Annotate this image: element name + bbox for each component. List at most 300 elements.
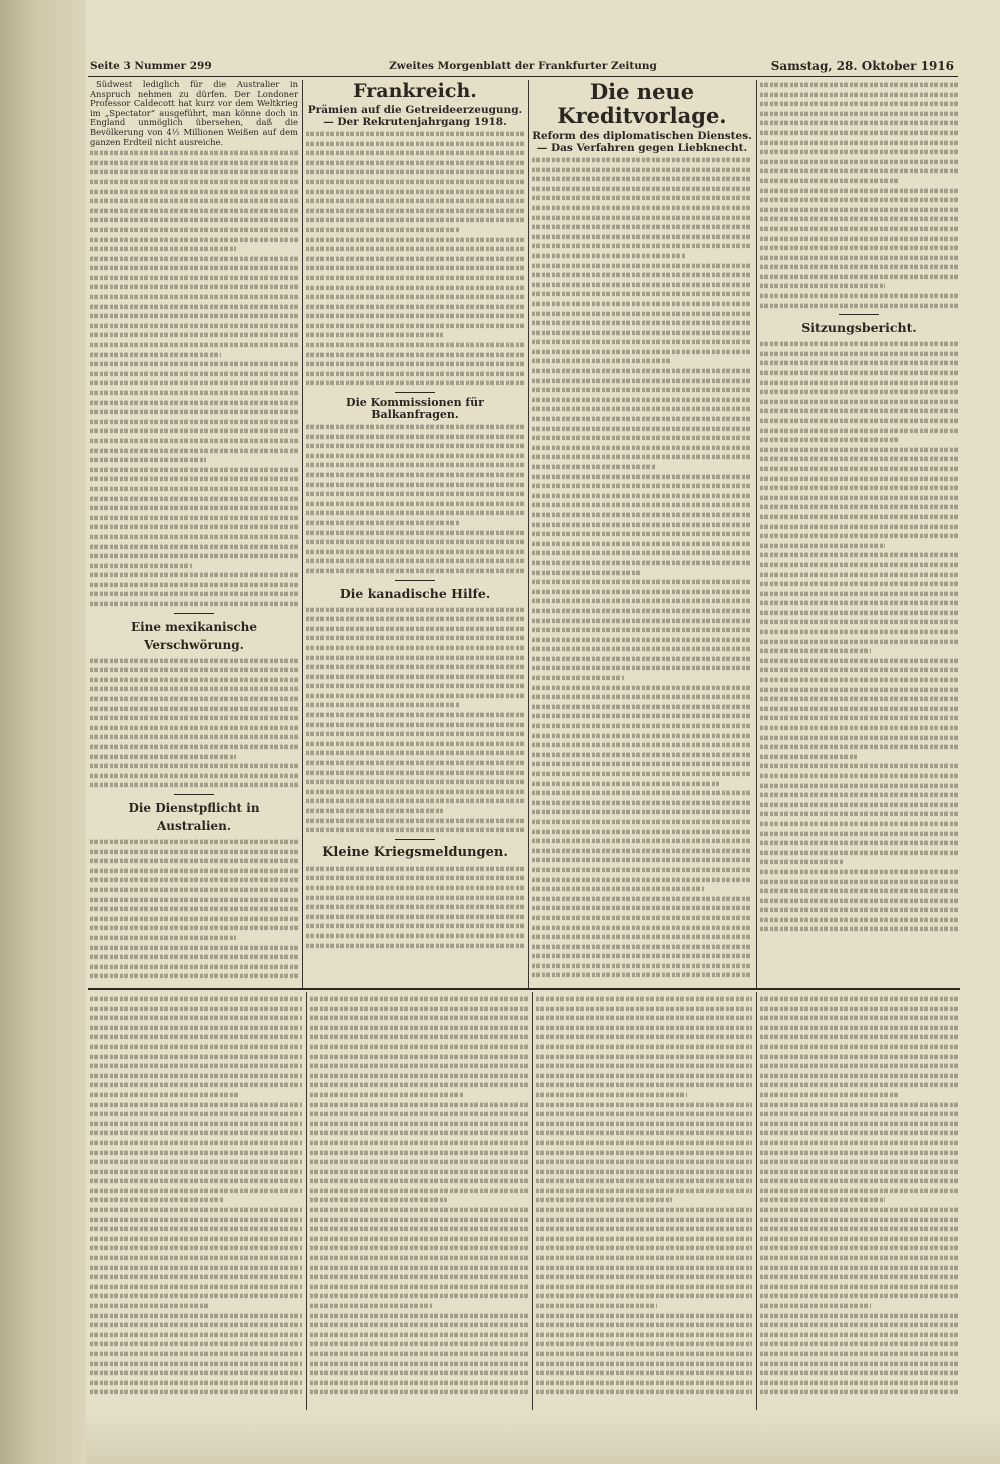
text-line <box>90 773 298 777</box>
text-line <box>536 1150 752 1154</box>
text-line <box>90 208 298 212</box>
text-line <box>306 924 524 928</box>
text-line <box>306 208 524 212</box>
text-line <box>310 1275 528 1279</box>
text-line <box>90 783 298 787</box>
text-line <box>306 636 524 640</box>
text-line <box>760 342 958 346</box>
text-line <box>536 1217 752 1221</box>
text-line <box>532 743 752 747</box>
text-line <box>760 898 958 902</box>
text-line <box>760 1169 958 1173</box>
column-1 <box>90 80 298 984</box>
text-line <box>760 1083 958 1087</box>
text-line <box>306 333 443 337</box>
text-line <box>760 1150 958 1154</box>
text-line <box>306 362 524 366</box>
text-line <box>306 170 524 174</box>
text-line <box>306 866 524 870</box>
text-line <box>306 828 524 832</box>
text-line <box>536 1265 752 1269</box>
text-line <box>310 1160 528 1164</box>
text-line <box>90 1236 302 1240</box>
text-line <box>90 323 298 327</box>
text-line <box>306 732 524 736</box>
feuilleton-text-block <box>760 994 958 1397</box>
text-line <box>310 1006 528 1010</box>
text-line <box>532 772 752 776</box>
text-line <box>532 752 752 756</box>
text-line <box>536 1390 752 1394</box>
text-line <box>90 352 221 356</box>
text-line <box>90 458 206 462</box>
text-line <box>760 793 958 797</box>
text-line <box>90 1093 238 1097</box>
text-line <box>760 1294 958 1298</box>
text-line <box>760 764 958 768</box>
text-line <box>306 276 524 280</box>
text-line <box>536 1112 752 1116</box>
text-line <box>306 809 443 813</box>
text-line <box>532 589 752 593</box>
text-line <box>90 515 298 519</box>
text-line <box>90 1294 302 1298</box>
text-line <box>90 840 298 844</box>
text-line <box>532 455 752 459</box>
column-rule <box>532 992 533 1410</box>
text-line <box>310 1150 528 1154</box>
column-rule <box>528 80 529 988</box>
text-line <box>532 206 752 210</box>
text-line <box>306 237 524 241</box>
text-line <box>760 1054 958 1058</box>
text-line <box>90 1284 302 1288</box>
text-line <box>760 390 958 394</box>
text-line <box>760 1189 958 1193</box>
text-line <box>90 218 298 222</box>
text-line <box>760 275 958 279</box>
text-line <box>306 352 524 356</box>
text-line <box>306 180 524 184</box>
text-line <box>536 1361 752 1365</box>
text-line <box>306 453 524 457</box>
text-line <box>310 1371 528 1375</box>
text-line <box>760 1323 958 1327</box>
text-line <box>760 1198 885 1202</box>
text-line <box>536 1064 752 1068</box>
text-line <box>532 186 752 190</box>
text-line <box>306 304 524 308</box>
text-line <box>532 417 752 421</box>
text-line <box>310 1121 528 1125</box>
feuilleton-text-block <box>310 994 528 1397</box>
text-line <box>306 482 524 486</box>
text-line <box>532 839 752 843</box>
text-line <box>532 561 752 565</box>
text-line <box>306 655 524 659</box>
text-line <box>306 770 524 774</box>
text-line <box>760 1352 958 1356</box>
text-line <box>306 530 524 534</box>
text-line <box>532 925 752 929</box>
text-line <box>536 1371 752 1375</box>
text-line <box>760 217 958 221</box>
text-line <box>90 1179 302 1183</box>
text-line <box>760 83 958 87</box>
text-line <box>532 714 752 718</box>
text-line <box>90 544 298 548</box>
text-line <box>532 800 752 804</box>
text-line <box>532 618 752 622</box>
text-line <box>306 218 524 222</box>
text-line <box>760 534 958 538</box>
text-line <box>306 559 524 563</box>
text-line <box>306 751 524 755</box>
text-line <box>760 716 958 720</box>
text-line <box>310 1294 528 1298</box>
column-rule <box>756 80 757 988</box>
text-line <box>532 762 752 766</box>
text-line <box>90 859 298 863</box>
text-line <box>90 467 298 471</box>
text-line <box>90 295 298 299</box>
text-line <box>90 1380 302 1384</box>
text-line <box>90 725 298 729</box>
text-line <box>760 1246 958 1250</box>
text-line <box>90 697 298 701</box>
text-line <box>310 1025 528 1029</box>
text-line <box>760 658 958 662</box>
text-line <box>760 227 958 231</box>
text-line <box>536 1284 752 1288</box>
text-line <box>760 611 958 615</box>
text-line <box>760 745 958 749</box>
text-line <box>306 895 524 899</box>
text-line <box>90 1112 302 1116</box>
text-line <box>532 704 752 708</box>
text-line <box>90 754 236 758</box>
text-line <box>760 380 958 384</box>
feuilleton-text-block <box>536 994 752 1397</box>
text-line <box>536 1141 752 1145</box>
text-line <box>532 503 752 507</box>
text-line <box>90 868 298 872</box>
divider <box>395 580 435 581</box>
text-line <box>532 484 752 488</box>
text-line <box>760 630 958 634</box>
text-line <box>760 169 958 173</box>
text-line <box>90 1371 302 1375</box>
header-page-number: Seite 3 Nummer 299 <box>90 60 212 72</box>
text-line <box>90 936 236 940</box>
text-line <box>760 1141 958 1145</box>
text-line <box>760 1390 958 1394</box>
text-line <box>760 1131 958 1135</box>
text-line <box>532 868 752 872</box>
text-line <box>90 1265 302 1269</box>
text-line <box>90 563 192 567</box>
text-line <box>760 361 958 365</box>
text-line <box>90 228 298 232</box>
text-line <box>760 726 958 730</box>
text-line <box>532 407 752 411</box>
text-line <box>536 1208 752 1212</box>
text-line <box>760 735 958 739</box>
text-line <box>760 841 958 845</box>
text-line <box>90 602 298 606</box>
text-line <box>306 713 524 717</box>
text-line <box>90 1160 302 1164</box>
text-line <box>306 780 524 784</box>
section-rule <box>530 988 756 990</box>
text-line <box>532 657 752 661</box>
column-rule <box>302 80 303 988</box>
text-line <box>760 918 958 922</box>
text-line <box>90 1208 302 1212</box>
text-line <box>310 1102 528 1106</box>
text-line <box>760 601 958 605</box>
text-line <box>532 436 752 440</box>
text-line <box>306 285 524 289</box>
text-line <box>532 609 752 613</box>
text-line <box>306 444 524 448</box>
page-header <box>88 58 958 77</box>
text-line <box>310 1332 528 1336</box>
column-1-text-block <box>90 148 298 609</box>
text-line <box>90 199 298 203</box>
column-1-lead: Südwest lediglich für die Australier in Anspruch nehmen zu dürfen. Der Londoner Professor Caldecott hat kurz vor dem Weltkrieg im „Spectator“ ausgeführt, man könne doch in England unmöglich übersehen, daß die Bevölkerung von 4½ Millionen Weißen auf dem ganzen Erdteil nicht ausreiche. <box>90 80 298 147</box>
column-1-text-block <box>90 656 298 790</box>
text-line <box>760 179 899 183</box>
text-line <box>90 926 298 930</box>
text-line <box>306 876 524 880</box>
text-line <box>760 697 958 701</box>
text-line <box>90 1342 302 1346</box>
text-line <box>90 189 298 193</box>
text-line <box>536 1073 752 1077</box>
text-line <box>90 400 298 404</box>
text-line <box>90 907 298 911</box>
text-line <box>90 1035 302 1039</box>
text-line <box>532 810 752 814</box>
text-line <box>760 668 958 672</box>
text-line <box>306 295 524 299</box>
text-line <box>760 1025 958 1029</box>
text-line <box>90 276 298 280</box>
text-line <box>306 646 524 650</box>
text-line <box>532 311 752 315</box>
text-line <box>536 1006 752 1010</box>
text-line <box>760 399 958 403</box>
text-line <box>760 515 958 519</box>
text-line <box>532 973 752 977</box>
text-line <box>760 1332 958 1336</box>
text-line <box>760 850 958 854</box>
text-line <box>760 582 958 586</box>
text-line <box>90 1045 302 1049</box>
text-line <box>90 716 298 720</box>
text-line <box>90 429 298 433</box>
text-line <box>90 583 298 587</box>
text-line <box>310 1246 528 1250</box>
text-line <box>760 1256 958 1260</box>
text-line <box>90 1150 302 1154</box>
text-line <box>760 822 958 826</box>
text-line <box>536 1131 752 1135</box>
text-line <box>90 1025 302 1029</box>
text-line <box>310 1054 528 1058</box>
text-line <box>760 1313 958 1317</box>
text-line <box>306 684 524 688</box>
page-bottom-shadow <box>86 1410 1000 1464</box>
text-line <box>310 1352 528 1356</box>
text-line <box>90 677 298 681</box>
text-line <box>310 1045 528 1049</box>
text-line <box>760 687 958 691</box>
text-line <box>90 1064 302 1068</box>
text-line <box>532 628 752 632</box>
text-line <box>532 158 752 162</box>
text-line <box>532 599 752 603</box>
text-line <box>532 378 752 382</box>
text-line <box>306 722 524 726</box>
text-line <box>306 371 524 375</box>
divider <box>839 314 879 315</box>
text-line <box>90 945 298 949</box>
text-line <box>760 351 958 355</box>
text-line <box>760 188 958 192</box>
text-line <box>310 1313 528 1317</box>
feuilleton-column-2 <box>310 994 528 1406</box>
article-subheading-credit-bill: Reform des diplomatischen Dienstes. — Das Verfahren gegen Liebknecht. <box>532 130 752 154</box>
text-line <box>90 592 298 596</box>
text-line <box>532 877 752 881</box>
text-line <box>90 266 298 270</box>
text-line <box>90 304 298 308</box>
text-line <box>90 735 298 739</box>
text-line <box>306 132 524 136</box>
text-line <box>90 1352 302 1356</box>
text-line <box>310 1236 528 1240</box>
text-line <box>532 302 752 306</box>
article-heading-canadian-aid: Die kanadische Hilfe. <box>339 585 491 601</box>
text-line <box>90 1227 302 1231</box>
text-line <box>536 1227 752 1231</box>
text-line <box>532 820 752 824</box>
text-line <box>90 439 298 443</box>
article-heading-war-reports: Kleine Kriegsmeldungen. <box>322 844 508 860</box>
text-line <box>760 1380 958 1384</box>
text-line <box>306 434 524 438</box>
text-line <box>90 419 298 423</box>
text-line <box>760 505 958 509</box>
text-line <box>532 964 752 968</box>
text-line <box>306 492 524 496</box>
text-line <box>532 340 752 344</box>
text-line <box>760 1304 871 1308</box>
text-line <box>90 1189 302 1193</box>
text-line <box>532 177 752 181</box>
text-line <box>306 943 524 947</box>
text-line <box>532 695 752 699</box>
article-subheading-france: Prämien auf die Getreideerzeugung. — Der Rekrutenjahrgang 1918. <box>307 104 523 128</box>
text-line <box>90 506 298 510</box>
column-2-text-block <box>306 129 524 388</box>
text-line <box>310 1304 432 1308</box>
text-line <box>306 314 524 318</box>
text-line <box>90 1102 302 1106</box>
text-line <box>306 501 524 505</box>
text-line <box>306 665 524 669</box>
text-line <box>90 964 298 968</box>
text-line <box>532 944 752 948</box>
text-line <box>532 330 752 334</box>
text-line <box>532 676 624 680</box>
text-line <box>536 1016 752 1020</box>
text-line <box>760 1102 958 1106</box>
text-line <box>536 1093 687 1097</box>
text-line <box>90 849 298 853</box>
text-line <box>306 617 524 621</box>
text-line <box>306 199 524 203</box>
text-line <box>760 1217 958 1221</box>
text-line <box>760 1227 958 1231</box>
text-line <box>760 102 958 106</box>
text-line <box>760 419 958 423</box>
text-line <box>310 1189 528 1193</box>
text-line <box>90 1256 302 1260</box>
text-line <box>90 878 298 882</box>
text-line <box>90 1246 302 1250</box>
text-line <box>532 167 752 171</box>
text-line <box>536 1323 752 1327</box>
text-line <box>760 1112 958 1116</box>
text-line <box>90 535 298 539</box>
text-line <box>760 1342 958 1346</box>
text-line <box>90 410 298 414</box>
text-line <box>310 1064 528 1068</box>
text-line <box>90 1198 224 1202</box>
column-1-text-block <box>90 837 298 981</box>
text-line <box>760 1064 958 1068</box>
text-line <box>306 463 524 467</box>
divider <box>395 392 435 393</box>
text-line <box>306 381 524 385</box>
text-line <box>760 207 958 211</box>
text-line <box>310 1208 528 1212</box>
header-date: Samstag, 28. Oktober 1916 <box>770 59 954 73</box>
text-line <box>90 687 298 691</box>
text-line <box>90 343 298 347</box>
text-line <box>532 254 686 258</box>
text-line <box>532 474 752 478</box>
text-line <box>90 170 298 174</box>
text-line <box>532 244 752 248</box>
text-line <box>760 572 958 576</box>
text-line <box>306 934 524 938</box>
text-line <box>306 256 524 260</box>
text-line <box>90 888 298 892</box>
text-line <box>760 1006 958 1010</box>
text-line <box>760 563 958 567</box>
text-line <box>760 870 958 874</box>
text-line <box>532 225 752 229</box>
text-line <box>306 473 524 477</box>
text-line <box>532 513 752 517</box>
text-line <box>760 783 958 787</box>
text-line <box>310 1083 528 1087</box>
text-line <box>760 111 958 115</box>
